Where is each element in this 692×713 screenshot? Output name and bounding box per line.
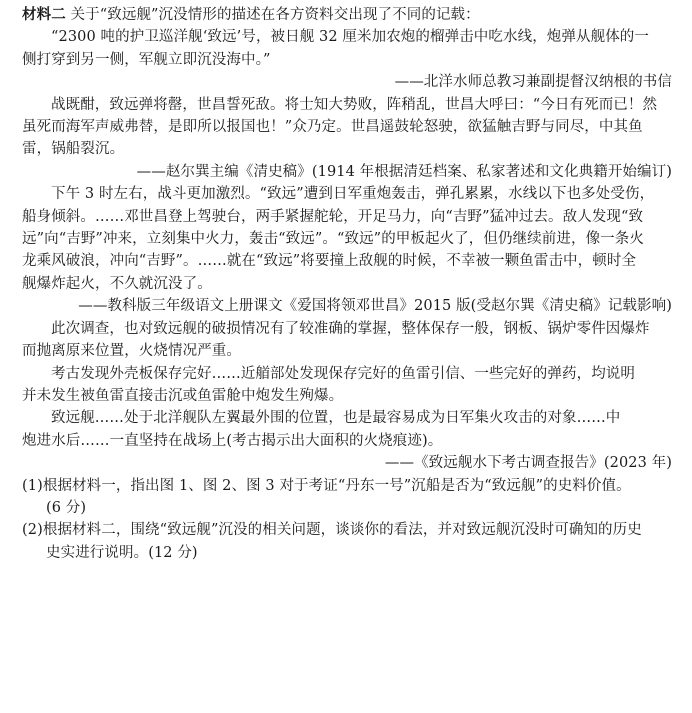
quote2-line-3: 雷，锅船裂沉。 bbox=[22, 141, 125, 158]
source1-attribution: ——北洋水师总教习兼副提督汉纳根的书信 bbox=[394, 74, 672, 91]
report-line-2: 而抛离原来位置，火烧情况严重。 bbox=[22, 343, 241, 360]
source2-attribution: ——赵尔巽主编《清史稿》(1914 年根据清廷档案、私家著述和文化典籍开始编订) bbox=[136, 163, 672, 180]
quote3-line-4: 龙乘风破浪，冲向“吉野”。……就在“致远”将要撞上敌舰的时候，不幸被一颗鱼雷击中，顿时全 bbox=[22, 253, 637, 270]
question-1-line-1: (1)根据材料一，指出图 1、图 2、图 3 对于考证“丹东一号”沉船是否为“致远舰”的史料价值。 bbox=[22, 477, 631, 494]
question-2-line-1: (2)根据材料二，围绕“致远舰”沉没的相关问题，谈谈你的看法，并对致远舰沉没时可确知的历史 bbox=[22, 522, 642, 539]
quote1-line-2: 侧打穿到另一侧，军舰立即沉没海中。” bbox=[22, 51, 271, 68]
material-intro: 关于“致远舰”沉没情形的描述在各方资料交出现了不同的记载： bbox=[70, 7, 480, 23]
quote3-line-1: 下午 3 时左右，战斗更加激烈。“致远”遭到日军重炮轰击，弹孔累累，水线以下也多处受伤， bbox=[51, 186, 655, 203]
source4-attribution: ——《致远舰水下考古调查报告》(2023 年) bbox=[384, 455, 672, 472]
report-line-1: 此次调查，也对致远舰的破损情况有了较准确的掌握，整体保存一般，钢板、锅炉零件因爆炸 bbox=[51, 320, 650, 337]
quote3-line-5: 舰爆炸起火，不久就沉没了。 bbox=[22, 275, 212, 292]
question-1-line-2: (6 分) bbox=[46, 499, 87, 516]
question-2-line-2: 史实进行说明。(12 分) bbox=[46, 544, 198, 561]
report-line-6: 炮进水后……一直坚持在战场上(考古揭示出大面积的火烧痕迹)。 bbox=[22, 432, 443, 449]
quote2-line-2: 虽死而海军声威弗替，是即所以报国也！”众乃定。世昌遥鼓轮怒驶，欲猛触吉野与同尽，中其鱼 bbox=[22, 119, 643, 136]
quote1-line-1: “2300 吨的护卫巡洋舰‘致远’号，被日舰 32 厘米加农炮的榴弹击中吃水线，炮弹从舰体的一 bbox=[51, 29, 650, 46]
report-line-4: 并未发生被鱼雷直接击沉或鱼雷舱中炮发生殉爆。 bbox=[22, 387, 344, 404]
material-intro-line bbox=[22, 4, 672, 26]
quote2-line-1: 战既酣，致远弹将罄，世昌誓死敌。将士知大势败，阵稍乱，世昌大呼曰：“今日有死而已！然 bbox=[51, 96, 658, 113]
report-line-5: 致远舰……处于北洋舰队左翼最外围的位置，也是最容易成为日军集火攻击的对象……中 bbox=[51, 410, 621, 427]
material-label: 材料二 bbox=[22, 7, 66, 23]
source3-attribution: ——教科版三年级语文上册课文《爱国将领邓世昌》2015 版(受赵尔巽《清史稿》记载影响) bbox=[78, 298, 672, 315]
report-line-3: 考古发现外壳板保存完好……近艏部处发现保存完好的鱼雷引信、一些完好的弹药，均说明 bbox=[51, 365, 635, 382]
quote3-line-2: 船身倾斜。……邓世昌登上驾驶台，两手紧握舵轮，开足马力，向“吉野”猛冲过去。敌人发现“致 bbox=[22, 208, 644, 225]
quote3-line-3: 远”向“吉野”冲来，立刻集中火力，轰击“致远”。“致远”的甲板起火了，但仍继续前进，像一条火 bbox=[22, 231, 644, 248]
